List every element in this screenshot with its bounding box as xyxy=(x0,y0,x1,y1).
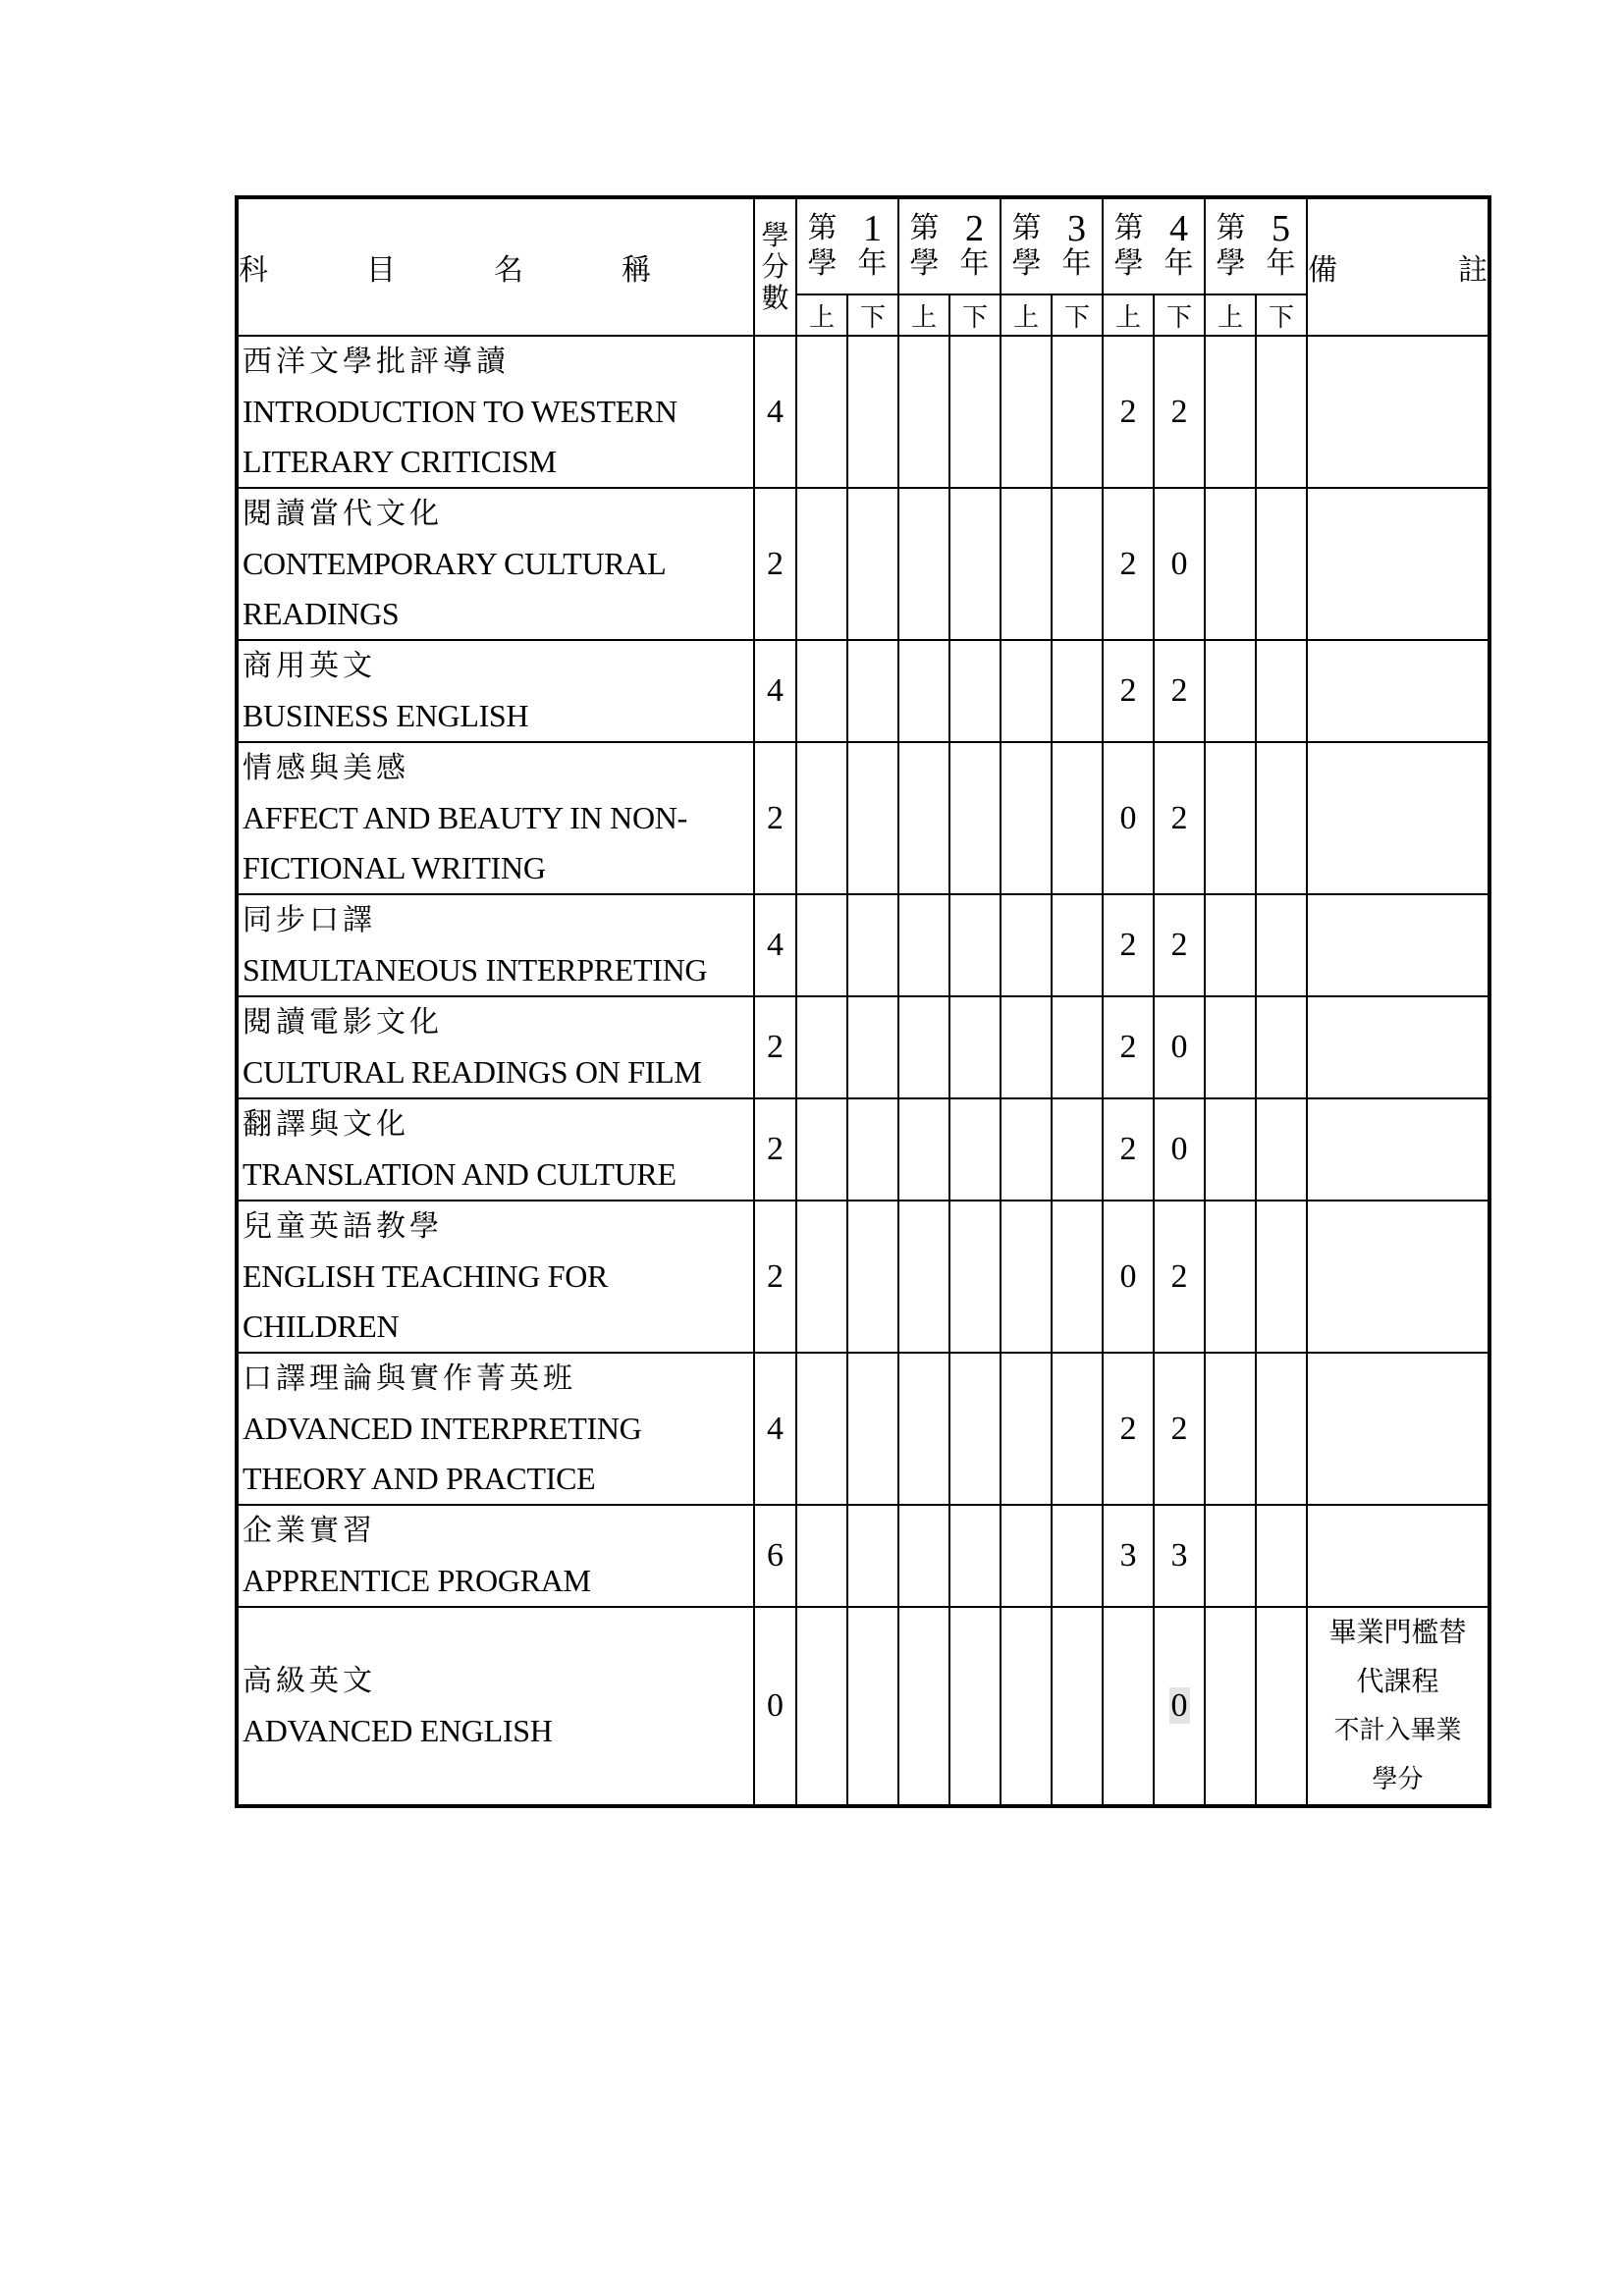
semester-cell xyxy=(949,1098,1001,1201)
note-cell xyxy=(1307,336,1489,488)
semester-cell xyxy=(1052,1353,1103,1505)
semester-cell xyxy=(1256,1505,1307,1607)
note-cell xyxy=(1307,894,1489,996)
semester-cell xyxy=(1001,1353,1052,1505)
semester-cell xyxy=(796,742,847,894)
semester-cell xyxy=(1001,1201,1052,1353)
semester-cell xyxy=(949,996,1001,1098)
year-4-upper-cell: 0 xyxy=(1103,1201,1154,1353)
semester-cell xyxy=(847,1505,898,1607)
year-suffix: 年 xyxy=(1061,246,1092,281)
semester-cell xyxy=(847,336,898,488)
semester-cell xyxy=(898,640,949,742)
course-name-zh: 同步口譯 xyxy=(243,903,376,937)
note-cell xyxy=(1307,742,1489,894)
semester-cell xyxy=(1052,996,1103,1098)
semester-cell xyxy=(949,336,1001,488)
note-header-char: 註 xyxy=(1458,253,1488,288)
year-suffix: 年 xyxy=(857,246,888,281)
note-line: 不計入畢業 xyxy=(1333,1716,1462,1745)
semester-cell xyxy=(796,640,847,742)
course-name-zh: 情感與美感 xyxy=(243,751,409,785)
semester-cell xyxy=(1256,1098,1307,1201)
course-name-en: AFFECT AND BEAUTY IN NON- FICTIONAL WRITING xyxy=(243,800,687,885)
semester-upper-header: 上 xyxy=(1001,294,1052,336)
year-4-lower-cell: 0 xyxy=(1154,488,1205,640)
table-row xyxy=(237,894,1489,996)
semester-cell xyxy=(1052,1607,1103,1806)
semester-cell xyxy=(796,996,847,1098)
semester-cell xyxy=(847,1201,898,1353)
year-4-lower-cell: 2 xyxy=(1154,640,1205,742)
course-name-zh: 西洋文學批評導讀 xyxy=(243,345,510,379)
subject-cell xyxy=(237,996,754,1098)
course-name-zh: 閱讀當代文化 xyxy=(243,497,443,531)
semester-cell xyxy=(1256,1353,1307,1505)
year-prefix: 第 xyxy=(1011,211,1042,245)
year-4-lower-cell: 0 xyxy=(1154,996,1205,1098)
course-name-en: ADVANCED ENGLISH xyxy=(243,1713,553,1748)
year-4-lower-cell: 2 xyxy=(1154,742,1205,894)
course-name-zh: 高級英文 xyxy=(243,1664,376,1698)
note-cell xyxy=(1307,1353,1489,1505)
semester-cell xyxy=(949,1505,1001,1607)
credits-cell: 2 xyxy=(754,1098,796,1201)
semester-cell xyxy=(1052,1098,1103,1201)
credits-cell: 0 xyxy=(754,1607,796,1806)
semester-cell xyxy=(898,1098,949,1201)
semester-cell xyxy=(796,1098,847,1201)
semester-cell xyxy=(898,1201,949,1353)
credits-cell: 4 xyxy=(754,894,796,996)
year-suffix: 年 xyxy=(1164,246,1194,281)
semester-cell xyxy=(847,1353,898,1505)
semester-cell xyxy=(1256,996,1307,1098)
note-header-char: 備 xyxy=(1308,253,1337,288)
year-number: 2 xyxy=(965,208,984,249)
semester-cell xyxy=(1205,336,1256,488)
course-name-zh: 閱讀電影文化 xyxy=(243,1005,443,1040)
table-row xyxy=(237,336,1489,488)
semester-upper-header: 上 xyxy=(898,294,949,336)
semester-cell xyxy=(898,336,949,488)
subject-cell xyxy=(237,640,754,742)
course-name-en: TRANSLATION AND CULTURE xyxy=(243,1156,677,1192)
year-4-upper-cell: 2 xyxy=(1103,640,1154,742)
semester-lower-header: 下 xyxy=(1154,294,1205,336)
subject-cell xyxy=(237,1607,754,1806)
table-row xyxy=(237,996,1489,1098)
year-4-lower-cell: 3 xyxy=(1154,1505,1205,1607)
year-2-header xyxy=(898,197,1001,294)
year-suffix: 學 xyxy=(1011,246,1042,281)
year-suffix: 年 xyxy=(1266,246,1296,281)
credits-header-char: 學 xyxy=(761,219,789,251)
table-row xyxy=(237,1607,1489,1806)
semester-cell xyxy=(898,1505,949,1607)
subject-cell xyxy=(237,742,754,894)
semester-cell xyxy=(796,1607,847,1806)
semester-cell xyxy=(949,488,1001,640)
semester-cell xyxy=(1205,894,1256,996)
year-1-header xyxy=(796,197,898,294)
course-name-zh: 翻譯與文化 xyxy=(243,1107,409,1142)
note-cell xyxy=(1307,1505,1489,1607)
year-prefix: 第 xyxy=(1113,211,1144,245)
table-row xyxy=(237,1505,1489,1607)
semester-cell xyxy=(847,640,898,742)
semester-cell xyxy=(796,894,847,996)
year-4-lower-cell: 2 xyxy=(1154,894,1205,996)
semester-cell xyxy=(1001,488,1052,640)
year-suffix: 學 xyxy=(1216,246,1246,281)
subject-header-char: 稱 xyxy=(622,253,651,288)
year-4-lower-cell: 2 xyxy=(1154,336,1205,488)
semester-cell xyxy=(1052,336,1103,488)
semester-cell xyxy=(898,1607,949,1806)
credits-cell: 4 xyxy=(754,640,796,742)
semester-cell xyxy=(898,894,949,996)
subject-header-char: 科 xyxy=(239,253,268,288)
semester-cell xyxy=(1205,742,1256,894)
year-number: 1 xyxy=(863,208,882,249)
course-list xyxy=(237,336,1489,1806)
year-number: 5 xyxy=(1272,208,1290,249)
course-name-zh: 口譯理論與實作菁英班 xyxy=(243,1362,576,1396)
year-5-header xyxy=(1205,197,1307,294)
semester-cell xyxy=(847,894,898,996)
semester-cell xyxy=(1256,1607,1307,1806)
credits-cell: 2 xyxy=(754,742,796,894)
semester-upper-header: 上 xyxy=(1103,294,1154,336)
note-line: 學分 xyxy=(1372,1765,1424,1794)
semester-cell xyxy=(1001,894,1052,996)
semester-cell xyxy=(1256,640,1307,742)
subject-cell xyxy=(237,1201,754,1353)
year-suffix: 學 xyxy=(1113,246,1144,281)
semester-cell xyxy=(1205,640,1256,742)
semester-cell xyxy=(847,1607,898,1806)
subject-cell xyxy=(237,488,754,640)
semester-cell xyxy=(949,640,1001,742)
semester-cell xyxy=(847,996,898,1098)
year-4-lower-cell: 0 xyxy=(1154,1098,1205,1201)
credits-header-char: 數 xyxy=(761,282,789,314)
subject-cell xyxy=(237,336,754,488)
credits-cell: 4 xyxy=(754,336,796,488)
course-name-en: ENGLISH TEACHING FOR CHILDREN xyxy=(243,1258,609,1344)
semester-cell xyxy=(949,1607,1001,1806)
year-prefix: 第 xyxy=(1216,211,1246,245)
credits-cell: 2 xyxy=(754,1201,796,1353)
subject-header-char: 名 xyxy=(494,253,523,288)
subject-header-char: 目 xyxy=(366,253,396,288)
semester-cell xyxy=(1052,742,1103,894)
semester-cell xyxy=(898,488,949,640)
course-name-en: CONTEMPORARY CULTURAL READINGS xyxy=(243,546,667,631)
semester-cell xyxy=(1052,488,1103,640)
table-row xyxy=(237,1201,1489,1353)
year-4-upper-cell: 2 xyxy=(1103,1353,1154,1505)
note-line: 代課程 xyxy=(1356,1665,1439,1697)
semester-cell xyxy=(796,488,847,640)
semester-cell xyxy=(949,894,1001,996)
semester-cell xyxy=(1052,640,1103,742)
year-4-upper-cell: 2 xyxy=(1103,488,1154,640)
subject-cell xyxy=(237,1353,754,1505)
semester-cell xyxy=(1001,336,1052,488)
course-name-en: CULTURAL READINGS ON FILM xyxy=(243,1054,702,1090)
semester-cell xyxy=(1256,894,1307,996)
table-row xyxy=(237,1098,1489,1201)
year-4-upper-cell: 0 xyxy=(1103,742,1154,894)
credits-cell: 6 xyxy=(754,1505,796,1607)
semester-cell xyxy=(1256,336,1307,488)
subject-header xyxy=(237,197,754,336)
semester-cell xyxy=(1001,640,1052,742)
year-prefix: 第 xyxy=(909,211,940,245)
credits-cell: 4 xyxy=(754,1353,796,1505)
note-line: 畢業門檻替 xyxy=(1328,1616,1467,1648)
note-cell xyxy=(1307,488,1489,640)
course-name-en: SIMULTANEOUS INTERPRETING xyxy=(243,952,708,988)
semester-cell xyxy=(1256,1201,1307,1353)
semester-cell xyxy=(1052,1201,1103,1353)
course-name-en: ADVANCED INTERPRETING THEORY AND PRACTICE xyxy=(243,1411,642,1496)
year-4-upper-cell: 3 xyxy=(1103,1505,1154,1607)
year-4-upper-cell: 2 xyxy=(1103,336,1154,488)
header-row xyxy=(237,197,1489,294)
semester-cell xyxy=(949,742,1001,894)
semester-cell xyxy=(1205,1607,1256,1806)
semester-upper-header: 上 xyxy=(1205,294,1256,336)
credits-header xyxy=(754,197,796,336)
semester-cell xyxy=(847,1098,898,1201)
semester-cell xyxy=(1256,742,1307,894)
subject-cell xyxy=(237,1505,754,1607)
semester-cell xyxy=(1001,742,1052,894)
semester-cell xyxy=(1205,1098,1256,1201)
semester-cell xyxy=(1205,996,1256,1098)
semester-cell xyxy=(847,742,898,894)
year-3-header xyxy=(1001,197,1103,294)
course-table xyxy=(235,195,1491,1808)
semester-lower-header: 下 xyxy=(949,294,1001,336)
course-name-zh: 兒童英語教學 xyxy=(243,1209,443,1244)
credits-cell: 2 xyxy=(754,488,796,640)
semester-cell xyxy=(1205,1353,1256,1505)
course-name-en: BUSINESS ENGLISH xyxy=(243,698,529,733)
table-row xyxy=(237,640,1489,742)
semester-cell xyxy=(1001,1098,1052,1201)
semester-cell xyxy=(796,1353,847,1505)
semester-lower-header: 下 xyxy=(847,294,898,336)
course-name-zh: 商用英文 xyxy=(243,649,376,683)
year-4-upper-cell xyxy=(1103,1607,1154,1806)
semester-cell xyxy=(898,996,949,1098)
semester-cell xyxy=(1205,488,1256,640)
semester-upper-header: 上 xyxy=(796,294,847,336)
year-4-lower-cell: 2 xyxy=(1154,1201,1205,1353)
credits-cell: 2 xyxy=(754,996,796,1098)
semester-cell xyxy=(796,1201,847,1353)
note-header xyxy=(1307,197,1489,336)
year-number: 4 xyxy=(1169,208,1188,249)
semester-cell xyxy=(898,1353,949,1505)
semester-cell xyxy=(796,336,847,488)
credits-header-char: 分 xyxy=(761,250,789,283)
note-cell xyxy=(1307,1607,1489,1806)
semester-lower-header: 下 xyxy=(1256,294,1307,336)
year-4-upper-cell: 2 xyxy=(1103,1098,1154,1201)
year-number: 3 xyxy=(1067,208,1086,249)
note-cell xyxy=(1307,996,1489,1098)
semester-cell xyxy=(1001,1607,1052,1806)
semester-cell xyxy=(1001,996,1052,1098)
semester-cell xyxy=(1205,1505,1256,1607)
semester-cell xyxy=(1256,488,1307,640)
semester-cell xyxy=(1052,1505,1103,1607)
subject-cell xyxy=(237,894,754,996)
semester-cell xyxy=(1001,1505,1052,1607)
semester-cell xyxy=(1205,1201,1256,1353)
semester-cell xyxy=(847,488,898,640)
note-cell xyxy=(1307,1201,1489,1353)
year-4-upper-cell: 2 xyxy=(1103,894,1154,996)
table-row xyxy=(237,742,1489,894)
note-cell xyxy=(1307,1098,1489,1201)
year-prefix: 第 xyxy=(807,211,838,245)
semester-cell xyxy=(949,1353,1001,1505)
course-name-zh: 企業實習 xyxy=(243,1514,376,1548)
table-row xyxy=(237,488,1489,640)
year-suffix: 學 xyxy=(807,246,838,281)
semester-cell xyxy=(1052,894,1103,996)
semester-cell xyxy=(796,1505,847,1607)
highlighted-value: 0 xyxy=(1170,1687,1188,1724)
year-suffix: 年 xyxy=(959,246,990,281)
year-4-lower-cell: 2 xyxy=(1154,1353,1205,1505)
semester-cell xyxy=(898,742,949,894)
year-4-lower-cell xyxy=(1154,1607,1205,1806)
year-suffix: 學 xyxy=(909,246,940,281)
semester-cell xyxy=(949,1201,1001,1353)
subject-cell xyxy=(237,1098,754,1201)
year-4-upper-cell: 2 xyxy=(1103,996,1154,1098)
note-cell xyxy=(1307,640,1489,742)
year-4-header xyxy=(1103,197,1205,294)
semester-lower-header: 下 xyxy=(1052,294,1103,336)
course-name-en: INTRODUCTION TO WESTERN LITERARY CRITICISM xyxy=(243,394,677,479)
table-row xyxy=(237,1353,1489,1505)
course-name-en: APPRENTICE PROGRAM xyxy=(243,1563,591,1598)
